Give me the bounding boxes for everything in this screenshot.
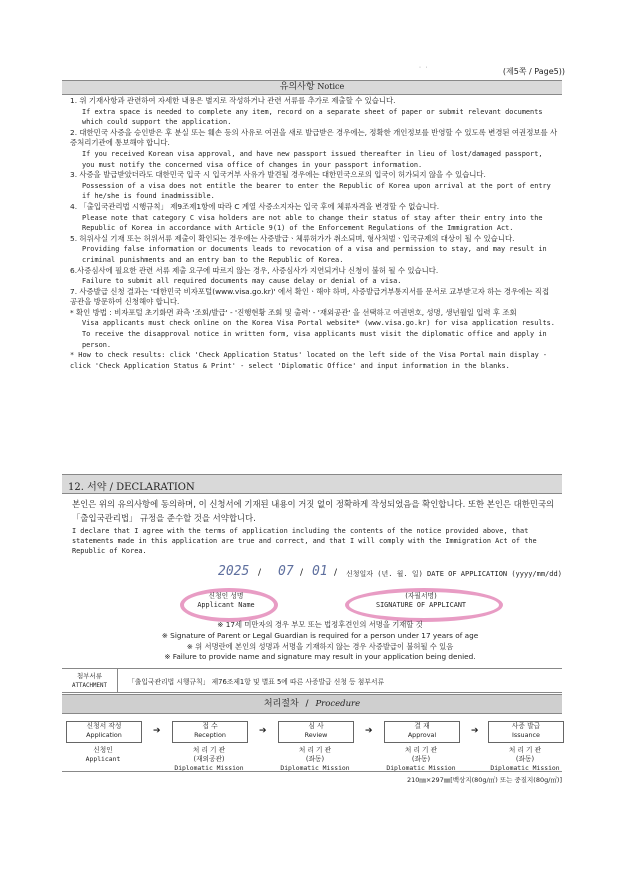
agent-mission: 처 리 기 관 (좌동) Diplomatic Mission (490, 746, 560, 772)
notice-item: 7. 사증발급 신청 결과는 '대한민국 비자포털(www.visa.go.kr)' 에서 확인ㆍ해야 하며, 사증발급거부통지서를 문서로 교부받고자 하는 경우에는 직접 공관을 방문하여 신청해야 합니다. (70, 286, 550, 307)
date-separator: / (300, 568, 304, 578)
declaration-header (62, 474, 562, 494)
declaration-title: 12. 서약 / DECLARATION (68, 482, 195, 493)
date-separator: / (258, 568, 262, 578)
notice-item: 4. 「출입국관리법 시행규칙」 제9조제1항에 따라 C 계열 사증소지자는 입국 후에 체류자격을 변경할 수 없습니다. Please note that category C visa holders are not able to change their status of stay after their entry into the Republic of Korea in accordance with Article 9(1) of the Enforcement Regulations of the Immigration Act. (70, 201, 543, 233)
page-number: (제5쪽 / Page5)) (502, 67, 565, 76)
signature-label: (자필서명) SIGNATURE OF APPLICANT (375, 592, 467, 609)
notice-item: 1. 위 기재사항과 관련하여 자세한 내용은 별지로 작성하거나 관련 서류를 추가로 제출할 수 있습니다. If extra space is needed to complete any item, record on a separate sheet of paper or submit relevant documents which could support the application. (70, 96, 543, 127)
scan-mark: ˙ ˙ (418, 66, 429, 75)
attachment-head: 첨부서류 ATTACHMENT (62, 669, 118, 692)
date-label: 신청일자 (년. 월. 일) DATE OF APPLICATION (yyyy/mm/dd) (346, 570, 562, 578)
agent-mission: 처 리 기 관 (좌동) Diplomatic Mission (280, 746, 350, 772)
declaration-notes: ※ 17세 미만자의 경우 부모 또는 법정후견인의 서명을 기재할 것 ※ Signature of Parent or Legal Guardian is required for a person under 17 years of age ※ 위 서명란에 본인의 성명과 서명을 기재하지 않는 경우 사증발급이 불허될 수 있음 ※ Failure to provide name and signature may result in your application being denied. (161, 620, 479, 662)
step-application: 신청서 작성 Application (66, 721, 142, 743)
date-separator: / (334, 568, 338, 578)
arrow-icon: ➔ (153, 726, 161, 736)
agent-mission: 처 리 기 관 (재외공관) Diplomatic Mission (174, 746, 244, 772)
notice-title-ko: 유의사항 (279, 82, 315, 92)
notice-item: * How to check results: click 'Check Application Status' located on the left side of the Visa Portal main display - click 'Check Application Status & Print' - select 'Diplomatic Office' and input information in the blanks. (70, 351, 548, 370)
step-issuance: 사증 발급 Issuance (488, 721, 564, 743)
notice-item: 2. 대한민국 사증을 승인받은 후 분실 또는 훼손 등의 사유로 여권을 새로 발급받은 경우에는, 정확한 개인정보를 반영할 수 있도록 변경된 여권정보를 사증처리기관에 통보해야 합니다. If you received Korean visa approval, and have new passport issued thereafter in lieu of lost/damaged passport, you must notify the concerned visa office of changes in your passport information. (70, 127, 558, 169)
date-year[interactable]: 2025 (218, 564, 250, 579)
notice-item: * 확인 방법 : 비자포털 초기화면 좌측 '조회/발급' - '진행현황 조회 및 출력' - '재외공관' 을 선택하고 여권번호, 성명, 생년월일 입력 후 조회 Visa applicants must check online on the Korea Visa Portal website* (www.visa.go.kr) for visa application results. To receive the disapproval notice in written form, visa applicants must visit the diplomatic office and apply in person. (70, 307, 555, 349)
step-reception: 접 수 Reception (172, 721, 248, 743)
paper-spec-footer: 210㎜×297㎜[백상지(80g/㎡) 또는 중질지(80g/㎡)] (62, 771, 562, 784)
date-month[interactable]: 07 (278, 564, 294, 579)
step-review: 심 사 Review (278, 721, 354, 743)
date-day[interactable]: 01 (312, 564, 328, 579)
notice-item: 3. 사증을 발급받았더라도 대한민국 입국 시 입국거부 사유가 발견될 경우에는 대한민국으로의 입국이 허가되지 않을 수 있습니다. Possession of a visa does not entitle the bearer to enter the Republic of Korea upon arrival at the port of entry if he/she is found inadmissible. (70, 170, 551, 201)
arrow-icon: ➔ (471, 726, 479, 736)
declaration-ko: 본인은 위의 유의사항에 동의하며, 이 신청서에 기재된 내용이 거짓 없이 정확하게 작성되었음을 확인합니다. 또한 본인은 대한민국의 「출입국관리법」 규정을 준수할 것을 서약합니다. (72, 499, 555, 523)
procedure-header: 처리절차 / Procedure (62, 694, 562, 714)
notice-title-en: Notice (317, 82, 345, 91)
arrow-icon: ➔ (365, 726, 373, 736)
declaration-en: I declare that I agree with the terms of application including the contents of the notice provided above, that statements made in this application are true and correct, and that I will comply with the Immigration Act of the Republic of Korea. (72, 527, 537, 555)
notice-list (70, 96, 558, 371)
attachment-row (62, 668, 562, 693)
step-approval: 결 재 Approval (384, 721, 460, 743)
notice-item: 5. 허위사실 기재 또는 허위서류 제출이 확인되는 경우에는 사증발급ㆍ체류허가가 취소되며, 형사처벌ㆍ입국규제의 대상이 될 수 있습니다. Providing false information or documents leads to revocation of a visa and permission to stay, and may result in criminal punishments and an entry ban to the Republic of Korea. (70, 233, 547, 264)
notice-item: 6.사증심사에 필요한 관련 서류 제출 요구에 따르지 않는 경우, 사증심사가 지연되거나 신청이 불허 될 수 있습니다. Failure to submit all required documents may cause delay or denial of a visa. (70, 265, 439, 286)
agent-mission: 처 리 기 관 (좌동) Diplomatic Mission (386, 746, 456, 772)
agent-applicant: 신청인 Applicant (85, 746, 121, 763)
attachment-text: 「출입국관리법 시행규칙」 제76조제1항 및 별표 5에 따른 사증발급 신청 등 첨부서류 (128, 678, 385, 686)
applicant-name-label: 신청인 성명 Applicant Name (197, 592, 255, 609)
notice-header (62, 80, 562, 95)
application-date-row (220, 566, 565, 582)
arrow-icon: ➔ (259, 726, 267, 736)
